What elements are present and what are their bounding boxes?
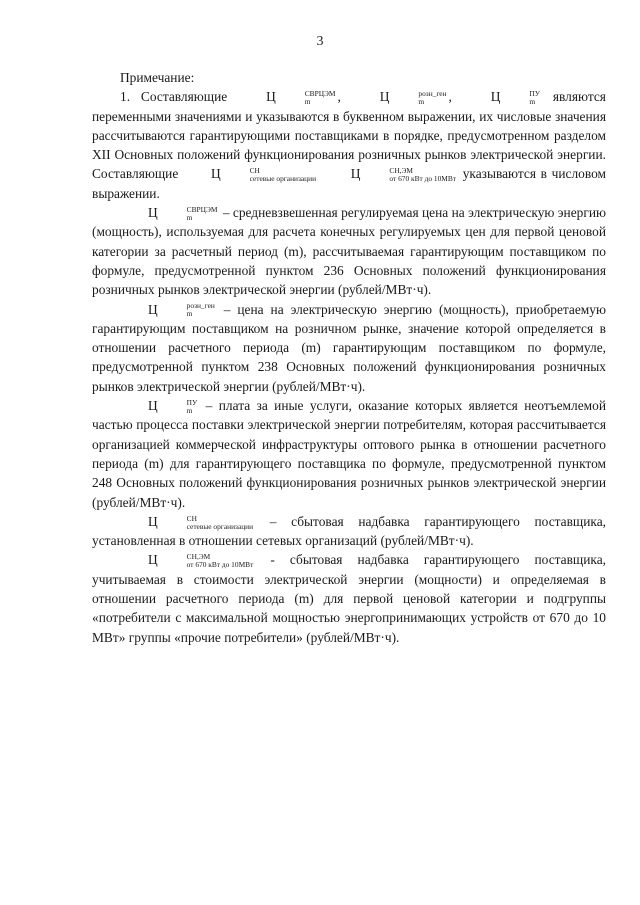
p6-text: - сбытовая надбавка гарантирующего поставщика, учитываемая в стоимости электрической энергии (мощности) и определяемая в отношении расчетного периода (m) для первой ценовой категории и подгруппы «потребители с максимальной мощностью энергопринимающих устройств от 670 до 10 МВт» группы «прочие потребители» (рублей/МВт·ч). bbox=[92, 552, 606, 645]
page-number: 3 bbox=[316, 34, 324, 49]
p5-text: – сбытовая надбавка гарантирующего поставщика, установленная в отношении сетевых организаций (рублей/МВт·ч). bbox=[92, 513, 606, 549]
p3-text: – цена на электрическую энергию (мощность), приобретаемую гарантирующим поставщиком на розничном рынке, значение которой определяется в отношении расчетного периода (m) гарантирующим поставщиком по формуле, предусмотренной пунктом 238 Основных положений функционирования розничных рынков электрической энергии (рублей/МВт·ч). bbox=[92, 301, 606, 394]
paragraph-5 bbox=[92, 512, 606, 551]
symbol-sn-em: Ц СН,ЭМ от 670 кВт до 10МВт bbox=[350, 166, 457, 184]
symbol-sn-set-org-2: Ц СН сетевые организации bbox=[148, 513, 254, 531]
symbol-sn-em-2: Ц СН,ЭМ от 670 кВт до 10МВт bbox=[148, 552, 254, 570]
symbol-rozn-gen: Ц розн_ген m bbox=[379, 89, 447, 107]
paragraph-1: 1. Составляющие Ц СВРЦЭМ m , Ц розн_ген m , Ц ПУ m являются переменными значениями и указываются в буквенном выражении, их числовые значения рассчитываются гарантирующими поставщиками в порядке, предусмотренном разделом XII Основных положений функционирования розничных рынков электрической энергии. Составляющие Ц СН сетевые организации Ц СН,ЭМ от 670 кВт до 10МВт указываются в числовом выражении. bbox=[92, 89, 606, 201]
symbol-pu: Ц ПУ m bbox=[490, 89, 540, 107]
symbol-svrcem-2: Ц СВРЦЭМ m bbox=[148, 205, 218, 222]
p1-end: указываются в числовом выражении. bbox=[92, 166, 606, 201]
p2-text: – средневзвешенная регулируемая цена на электрическую энергию (мощность), используемая для расчета конечных регулируемых цен для первой ценовой категории за расчетный период (m), рассчитываемая гарантирующим поставщиком по формуле, предусмотренной пунктом 236 Основных положений функционирования розничных рынков электрической энергии (рублей/МВт·ч). bbox=[92, 205, 607, 298]
symbol-pu-2: Ц ПУ m bbox=[148, 397, 198, 415]
symbol-svrcem: Ц СВРЦЭМ m bbox=[266, 89, 336, 107]
paragraph-4 bbox=[92, 396, 606, 512]
body-text bbox=[92, 68, 606, 647]
p1-intro: 1. Составляющие bbox=[120, 89, 228, 105]
p4-text: – плата за иные услуги, оказание которых является неотъемлемой частью процесса поставки электрической энергии потребителям, которая рассчитывается организацией коммерческой инфраструктуры оптового рынка в отношении расчетного периода (m) для гарантирующего поставщика по формуле, предусмотренной пунктом 248 Основных положений функционирования розничных рынков электрической энергии (рублей/МВт·ч). bbox=[92, 398, 606, 510]
paragraph-3 bbox=[92, 300, 606, 396]
symbol-sn-set-org: Ц СН сетевые организации bbox=[210, 166, 317, 184]
symbol-rozn-gen-2: Ц розн_ген m bbox=[148, 301, 215, 319]
paragraph-6 bbox=[92, 550, 606, 646]
note-title: Примечание: bbox=[120, 70, 195, 85]
paragraph-2 bbox=[92, 203, 606, 299]
p1-body: являются переменными значениями и указываются в буквенном выражении, их числовые значения рассчитываются гарантирующими поставщиками в порядке, предусмотренном разделом XII Основных положений функционирования розничных рынков электрической энергии. Составляющие bbox=[92, 89, 606, 182]
